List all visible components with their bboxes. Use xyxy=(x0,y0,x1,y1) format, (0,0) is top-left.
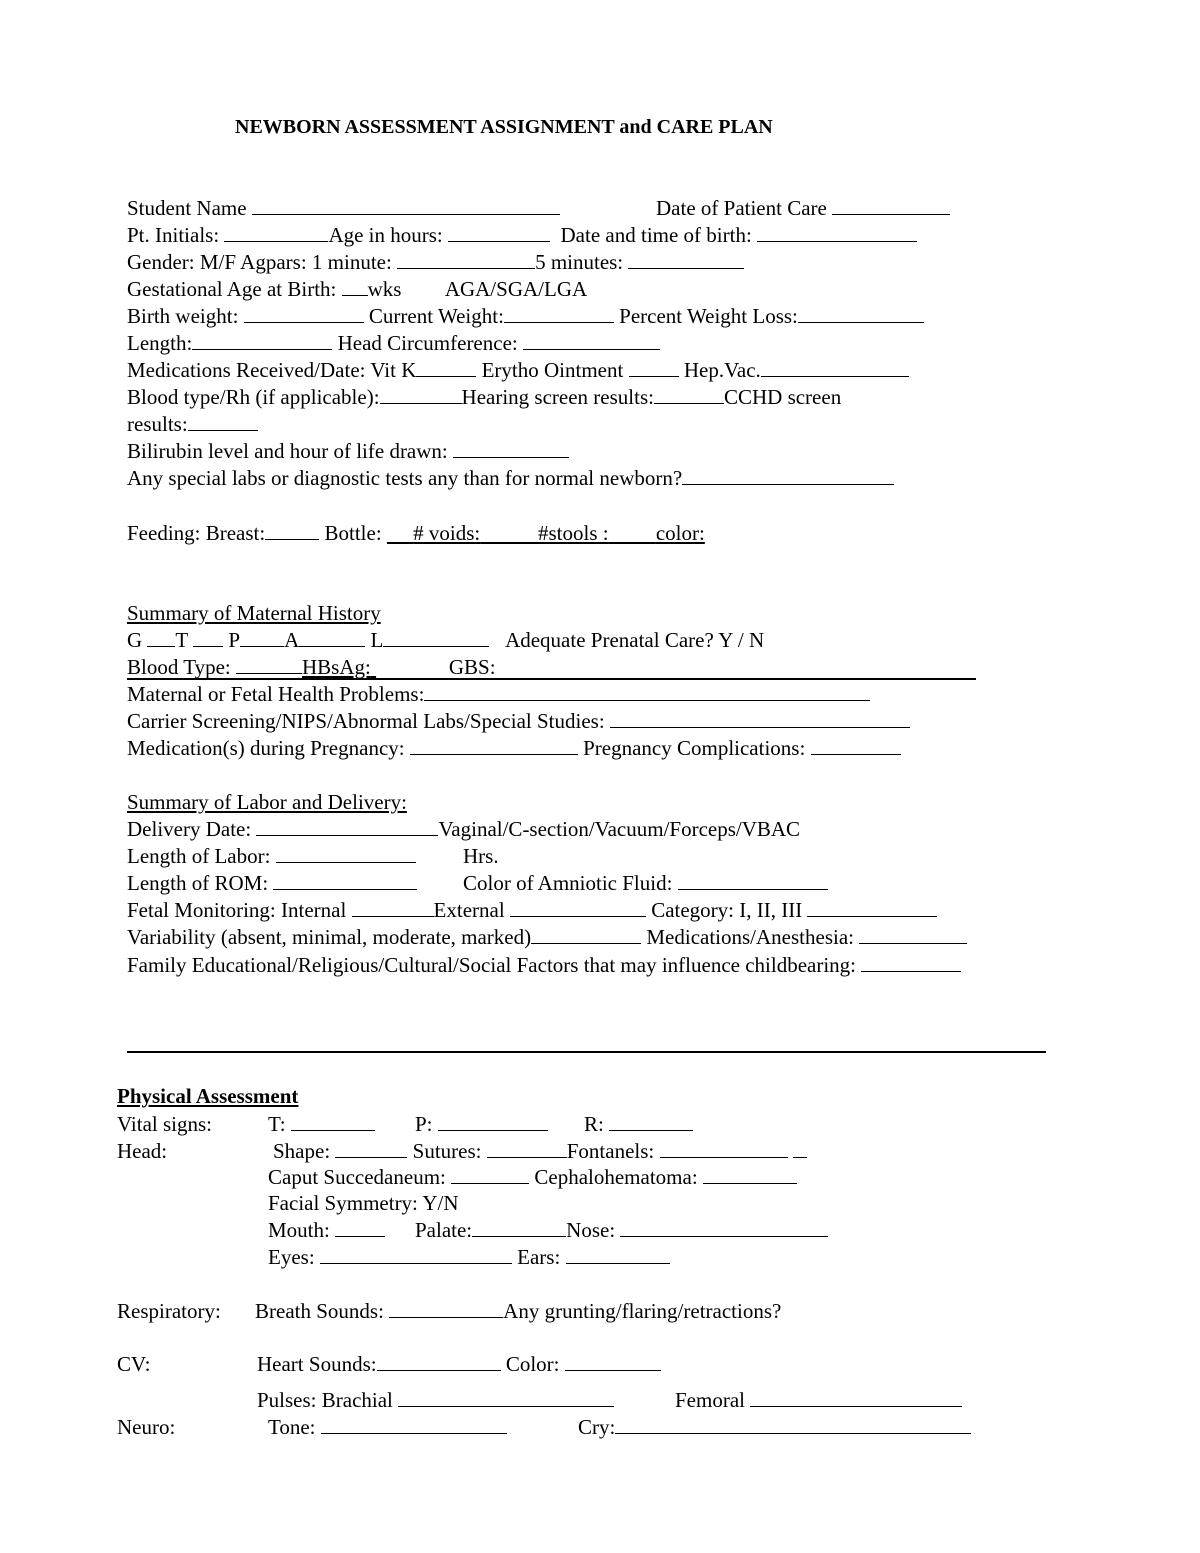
vitk-field[interactable] xyxy=(416,357,476,377)
shape-label: Shape: xyxy=(273,1139,331,1163)
g-field[interactable] xyxy=(147,627,175,647)
birth-weight-label: Birth weight: xyxy=(127,304,239,328)
labor-heading: Summary of Labor and Delivery: xyxy=(127,790,407,814)
student-name-field[interactable] xyxy=(252,195,560,215)
hepvac-field[interactable] xyxy=(761,357,909,377)
row-pulse xyxy=(415,1111,548,1137)
row-special-labs xyxy=(127,465,894,491)
breast-field[interactable] xyxy=(265,520,319,540)
meds-received-label: Medications Received/Date: Vit K xyxy=(127,358,417,382)
breath-field[interactable] xyxy=(389,1298,503,1318)
meds-pregnancy-label: Medication(s) during Pregnancy: xyxy=(127,736,405,760)
amniotic-label: Color of Amniotic Fluid: xyxy=(463,871,673,895)
row-family-factors xyxy=(127,952,961,978)
current-weight-label: Current Weight: xyxy=(368,304,504,328)
row-gender xyxy=(127,249,744,275)
eyes-field[interactable] xyxy=(320,1244,512,1264)
neuro-label: Neuro: xyxy=(117,1415,176,1439)
pt-initials-label: Pt. Initials: xyxy=(127,223,220,247)
cry-field[interactable] xyxy=(615,1414,971,1434)
stools-label: #stools : xyxy=(538,521,609,545)
age-hours-field[interactable] xyxy=(448,222,550,242)
cephalo-label: Cephalohematoma: xyxy=(534,1165,698,1189)
facial-symmetry[interactable]: Facial Symmetry: Y/N xyxy=(268,1191,459,1215)
tone-field[interactable] xyxy=(321,1414,507,1434)
ears-field[interactable] xyxy=(566,1244,670,1264)
apgar-5-field[interactable] xyxy=(628,249,744,269)
nose-field[interactable] xyxy=(620,1217,828,1237)
hbsag-label: HBsAg: xyxy=(301,655,371,679)
family-label: Family Educational/Religious/Cultural/Social Factors that may influence childbearing: xyxy=(127,953,857,977)
ga-label: Gestational Age at Birth: xyxy=(127,277,337,301)
sutures-label: Sutures: xyxy=(412,1139,482,1163)
delivery-date-field[interactable] xyxy=(256,816,438,836)
anesthesia-label: Medications/Anesthesia: xyxy=(646,925,854,949)
current-weight-field[interactable] xyxy=(504,303,614,323)
row-feeding xyxy=(127,520,705,546)
head-circ-label: Head Circumference: xyxy=(337,331,518,355)
internal-field[interactable] xyxy=(352,897,434,917)
row-initials xyxy=(127,222,917,248)
category-field[interactable] xyxy=(807,897,937,917)
percent-loss-label: Percent Weight Loss: xyxy=(619,304,798,328)
length-field[interactable] xyxy=(192,330,332,350)
category-label: Category: I, II, III xyxy=(651,898,803,922)
voids-label: # voids: xyxy=(413,521,481,545)
cv-color-field[interactable] xyxy=(565,1351,661,1371)
date-of-care-label: Date of Patient Care xyxy=(656,196,827,220)
tone-label: Tone: xyxy=(268,1415,316,1439)
row-bilirubin xyxy=(127,438,569,464)
dob-field[interactable] xyxy=(757,222,917,242)
caput-field[interactable] xyxy=(451,1164,529,1184)
breast-label: Feeding: Breast: xyxy=(127,521,266,545)
external-field[interactable] xyxy=(510,897,646,917)
fontanels-label: Fontanels: xyxy=(566,1139,655,1163)
row-gtpal xyxy=(127,627,764,653)
heart-label: Heart Sounds: xyxy=(257,1352,377,1376)
length-labor-field[interactable] xyxy=(276,843,416,863)
maternal-blood-type-field[interactable] xyxy=(236,654,302,674)
brachial-field[interactable] xyxy=(398,1387,614,1407)
bilirubin-label: Bilirubin level and hour of life drawn: xyxy=(127,439,448,463)
complications-field[interactable] xyxy=(811,735,901,755)
length-rom-label: Length of ROM: xyxy=(127,871,269,895)
cchd-results-label: results: xyxy=(127,412,188,436)
head-circ-field[interactable] xyxy=(523,330,660,350)
row-student-name xyxy=(127,195,560,221)
l-field[interactable] xyxy=(383,627,489,647)
row-eyes xyxy=(268,1244,670,1270)
length-label: Length: xyxy=(127,331,193,355)
resp-field[interactable] xyxy=(609,1111,693,1131)
fontanels-field-2[interactable] xyxy=(793,1138,807,1158)
nose-label: Nose: xyxy=(566,1218,616,1242)
student-name-label: Student Name xyxy=(127,196,247,220)
row-heart xyxy=(257,1351,661,1377)
apgar-5-label: 5 minutes: xyxy=(535,250,624,274)
hbsag-field[interactable] xyxy=(371,654,449,680)
row-brachial xyxy=(257,1387,614,1413)
pulse-label: P: xyxy=(415,1112,433,1136)
maternal-blood-type-label: Blood Type: xyxy=(127,655,231,679)
grunting-label: Any grunting/flaring/retractions? xyxy=(503,1299,782,1323)
cry-label: Cry: xyxy=(578,1415,616,1439)
row-length-labor xyxy=(127,843,416,869)
hearing-field[interactable] xyxy=(654,384,724,404)
palate-field[interactable] xyxy=(472,1217,566,1237)
cephalo-field[interactable] xyxy=(703,1164,797,1184)
birth-weight-field[interactable] xyxy=(244,303,364,323)
vital-signs-label: Vital signs: xyxy=(117,1112,212,1136)
row-blood-type xyxy=(127,384,841,410)
variability-field[interactable] xyxy=(531,924,641,944)
g-label: G xyxy=(127,628,143,652)
resp-label: R: xyxy=(584,1112,604,1136)
shape-field[interactable] xyxy=(335,1138,407,1158)
row-amniotic xyxy=(463,870,828,896)
gender-label: Gender: M/F Agpars: 1 minute: xyxy=(127,250,392,274)
delivery-types[interactable]: Vaginal/C-section/Vacuum/Forceps/VBAC xyxy=(438,817,801,841)
palate-label: Palate: xyxy=(415,1218,473,1242)
ga-weeks-field[interactable] xyxy=(342,276,368,296)
cchd-label: CCHD screen xyxy=(723,385,842,409)
carrier-field[interactable] xyxy=(610,708,910,728)
mouth-field[interactable] xyxy=(335,1217,385,1237)
blood-type-field[interactable] xyxy=(380,384,462,404)
anesthesia-field[interactable] xyxy=(859,924,967,944)
carrier-label: Carrier Screening/NIPS/Abnormal Labs/Special Studies: xyxy=(127,709,605,733)
fetal-mon-label: Fetal Monitoring: Internal xyxy=(127,898,347,922)
head-label: Head: xyxy=(117,1139,168,1163)
row-meds-received xyxy=(127,357,909,383)
row-tone xyxy=(268,1414,507,1440)
percent-loss-field[interactable] xyxy=(798,303,924,323)
a-field[interactable] xyxy=(299,627,365,647)
apgar-1-field[interactable] xyxy=(397,249,535,269)
cv-color-label: Color: xyxy=(505,1352,560,1376)
row-breath xyxy=(255,1298,781,1324)
row-temp xyxy=(268,1111,375,1137)
row-variability xyxy=(127,924,967,950)
row-head xyxy=(273,1138,807,1164)
eyes-label: Eyes: xyxy=(268,1245,315,1269)
section-divider xyxy=(127,1051,1046,1053)
form-title: NEWBORN ASSESSMENT ASSIGNMENT and CARE PLAN xyxy=(235,116,773,138)
caput-label: Caput Succedaneum: xyxy=(268,1165,446,1189)
bilirubin-field[interactable] xyxy=(453,438,569,458)
mouth-label: Mouth: xyxy=(268,1218,330,1242)
physical-heading: Physical Assessment xyxy=(117,1084,299,1108)
health-problems-field[interactable] xyxy=(424,681,870,701)
row-weights xyxy=(127,303,924,329)
amniotic-field[interactable] xyxy=(678,870,828,890)
femoral-field[interactable] xyxy=(750,1387,962,1407)
l-label: L xyxy=(370,628,384,652)
row-cchd-results xyxy=(127,411,258,437)
pt-initials-field[interactable] xyxy=(224,222,328,242)
bottle-label: Bottle: xyxy=(324,521,382,545)
cchd-results-field[interactable] xyxy=(188,411,258,431)
ears-label: Ears: xyxy=(517,1245,561,1269)
complications-label: Pregnancy Complications: xyxy=(583,736,806,760)
erytho-field[interactable] xyxy=(629,357,679,377)
cv-label: CV: xyxy=(117,1352,151,1376)
family-field[interactable] xyxy=(861,952,961,972)
row-cry xyxy=(578,1414,971,1440)
dob-label: Date and time of birth: xyxy=(560,223,752,247)
hearing-label: Hearing screen results: xyxy=(461,385,654,409)
row-delivery-date xyxy=(127,816,800,842)
row-length xyxy=(127,330,660,356)
p-label: P xyxy=(228,628,241,652)
row-carrier xyxy=(127,708,910,734)
external-label: External xyxy=(433,898,505,922)
row-caput xyxy=(268,1164,797,1190)
t-field[interactable] xyxy=(193,627,223,647)
sutures-field[interactable] xyxy=(487,1138,567,1158)
erytho-label: Erytho Ointment xyxy=(481,358,624,382)
breath-label: Breath Sounds: xyxy=(255,1299,384,1323)
row-length-rom xyxy=(127,870,417,896)
length-rom-field[interactable] xyxy=(273,870,417,890)
delivery-date-label: Delivery Date: xyxy=(127,817,252,841)
variability-label: Variability (absent, minimal, moderate, marked) xyxy=(127,925,532,949)
brachial-label: Pulses: Brachial xyxy=(257,1388,393,1412)
row-femoral xyxy=(675,1387,962,1413)
age-hours-label: Age in hours: xyxy=(328,223,443,247)
gbs-label: GBS: xyxy=(448,655,496,679)
row-meds-pregnancy xyxy=(127,735,901,761)
row-mouth xyxy=(268,1217,385,1243)
row-palate xyxy=(415,1217,828,1243)
respiratory-label: Respiratory: xyxy=(117,1299,221,1323)
aga-options[interactable]: AGA/SGA/LGA xyxy=(444,277,588,301)
row-blood-hbsag-gbs xyxy=(127,654,976,680)
row-resp xyxy=(584,1111,693,1137)
t-label: T xyxy=(175,628,188,652)
a-label: A xyxy=(284,628,300,652)
health-problems-label: Maternal or Fetal Health Problems: xyxy=(127,682,425,706)
temp-label: T: xyxy=(268,1112,286,1136)
femoral-label: Femoral xyxy=(675,1388,745,1412)
heart-field[interactable] xyxy=(377,1351,501,1371)
hrs-label: Hrs. xyxy=(463,844,499,868)
prenatal-care-label[interactable]: Adequate Prenatal Care? Y / N xyxy=(505,628,765,652)
date-of-care-field[interactable] xyxy=(832,195,950,215)
special-labs-field[interactable] xyxy=(682,465,894,485)
p-field[interactable] xyxy=(240,627,284,647)
row-health-problems xyxy=(127,681,870,707)
color-label: color: xyxy=(655,521,705,545)
row-fetal-monitoring xyxy=(127,897,937,923)
maternal-heading: Summary of Maternal History xyxy=(127,601,381,625)
hepvac-label: Hep.Vac. xyxy=(683,358,761,382)
row-ga xyxy=(127,276,587,302)
temp-field[interactable] xyxy=(291,1111,375,1131)
special-labs-label: Any special labs or diagnostic tests any than for normal newborn? xyxy=(127,466,683,490)
voids-stools-color xyxy=(387,521,705,545)
pulse-field[interactable] xyxy=(438,1111,548,1131)
row-date-of-care xyxy=(656,195,950,221)
fontanels-field[interactable] xyxy=(660,1138,788,1158)
meds-pregnancy-field[interactable] xyxy=(410,735,578,755)
wks-label: wks xyxy=(367,277,402,301)
blood-type-label: Blood type/Rh (if applicable): xyxy=(127,385,380,409)
length-labor-label: Length of Labor: xyxy=(127,844,271,868)
